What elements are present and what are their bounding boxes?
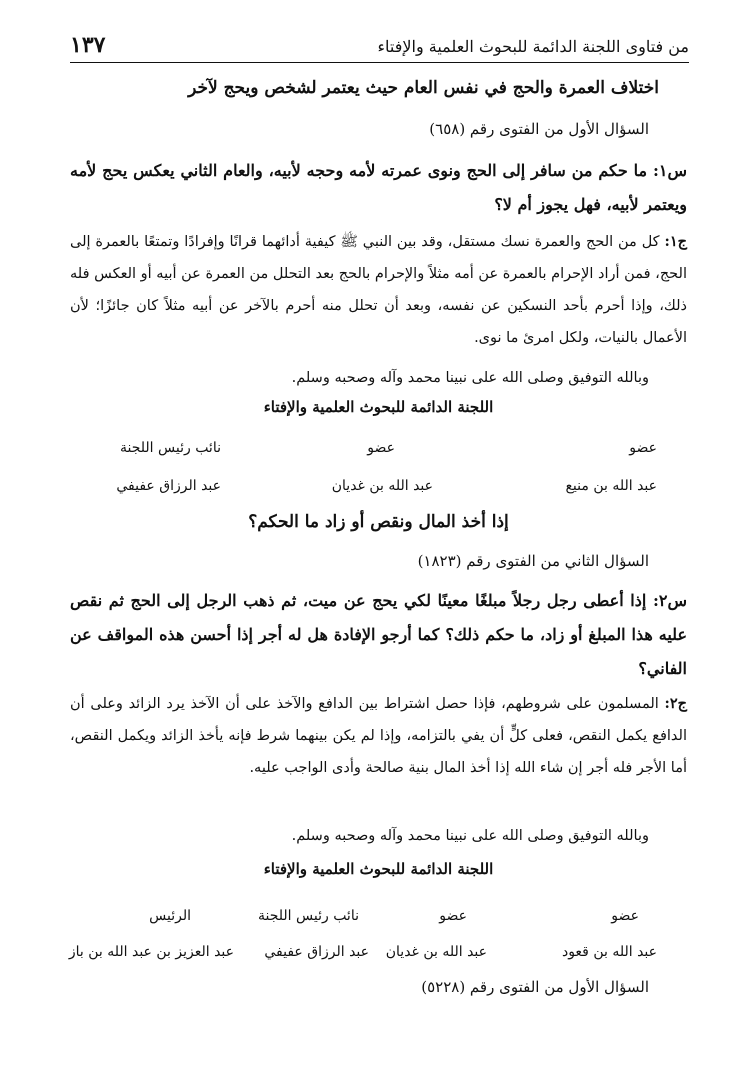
signature-name: عبد الله بن غديان [331,478,433,494]
section1-committee: اللجنة الدائمة للبحوث العلمية والإفتاء [263,398,494,416]
section1-closing: وبالله التوفيق وصلى الله على نبينا محمد وآله وصحبه وسلم. [291,370,649,386]
section2-fatwa-ref: السؤال الثاني من الفتوى رقم (١٨٢٣) [417,552,649,570]
section1-question [70,154,687,222]
signature-role: عضو [367,440,395,456]
section2-title: إذا أخذ المال ونقص أو زاد ما الحكم؟ [248,512,509,532]
signature-role: نائب رئيس اللجنة [258,908,359,924]
question-label: س١: [652,161,688,180]
question-label: س٢: [652,591,688,610]
signature-role: عضو [439,908,467,924]
page-number: ١٣٧ [70,32,106,58]
section3-fatwa-ref: السؤال الأول من الفتوى رقم (٥٢٢٨) [421,978,649,996]
signature-name: عبد العزيز بن عبد الله بن باز [68,944,234,960]
section2-committee: اللجنة الدائمة للبحوث العلمية والإفتاء [263,860,494,878]
section2-answer [70,688,687,784]
signature-name: عبد الرزاق عفيفي [264,944,369,960]
signature-role: عضو [629,440,657,456]
answer-text: المسلمون على شروطهم، فإذا حصل اشتراط بين الدافع والآخذ على أن الآخذ يرد الزائد وعلى أن الدافع يكمل النقص، فعلى كلٍّ أن يفي بالتزامه، وإذا لم يكن بينهما شرط فإنه يأخذ الزائد ويكمل النقص، أما الأجر فله أجر إن شاء الله إذا أخذ المال بنية صالحة وأدى الواجب عليه. [70,696,687,776]
section2-closing: وبالله التوفيق وصلى الله على نبينا محمد وآله وصحبه وسلم. [291,828,649,844]
question-text: ما حكم من سافر إلى الحج ونوى عمرته لأمه وحجه لأبيه، والعام الثاني يعكس يحج لأمه ويعتمر لأبيه، فهل يجوز أم لا؟ [70,161,687,214]
signature-role: نائب رئيس اللجنة [120,440,221,456]
signature-role: الرئيس [149,908,191,924]
section2-question [70,584,687,686]
signature-name: عبد الله بن غديان [385,944,487,960]
question-text: إذا أعطى رجل رجلاً مبلغًا معينًا لكي يحج عن ميت، ثم ذهب الرجل إلى الحج ثم نقص عليه هذا المبلغ أو زاد، ما حكم ذلك؟ كما أرجو الإفادة هل له أجر إذا أحسن هذه المواقف عن الفاني؟ [70,591,687,678]
answer-label: ج٢: [664,695,688,712]
answer-label: ج١: [664,233,687,250]
signature-role: عضو [611,908,639,924]
signature-name: عبد الله بن منيع [565,478,657,494]
answer-text: كل من الحج والعمرة نسك مستقل، وقد بين النبي ﷺ كيفية أدائهما قرانًا وإفرادًا وتمتعًا بالعمرة إلى الحج، فمن أراد الإحرام بالعمرة عن أمه مثلاً والإحرام بالحج بعد التحلل من العمرة عن أبيه أو العكس فله ذلك، وإذا أحرم بأحد النسكين عن نفسه، وبعد أن تحلل منه أحرم بالآخر عن أبيه مثلاً كان جائزًا؛ لأن الأعمال بالنيات، ولكل امرئ ما نوى. [70,234,687,346]
signature-name: عبد الرزاق عفيفي [116,478,221,494]
section1-fatwa-ref: السؤال الأول من الفتوى رقم (٦٥٨) [429,120,649,138]
section1-title: اختلاف العمرة والحج في نفس العام حيث يعتمر لشخص ويحج لآخر [188,78,659,98]
signature-name: عبد الله بن قعود [561,944,657,960]
running-header-title: من فتاوى اللجنة الدائمة للبحوث العلمية والإفتاء [377,37,689,56]
section1-answer [70,226,687,354]
running-header [70,22,689,63]
